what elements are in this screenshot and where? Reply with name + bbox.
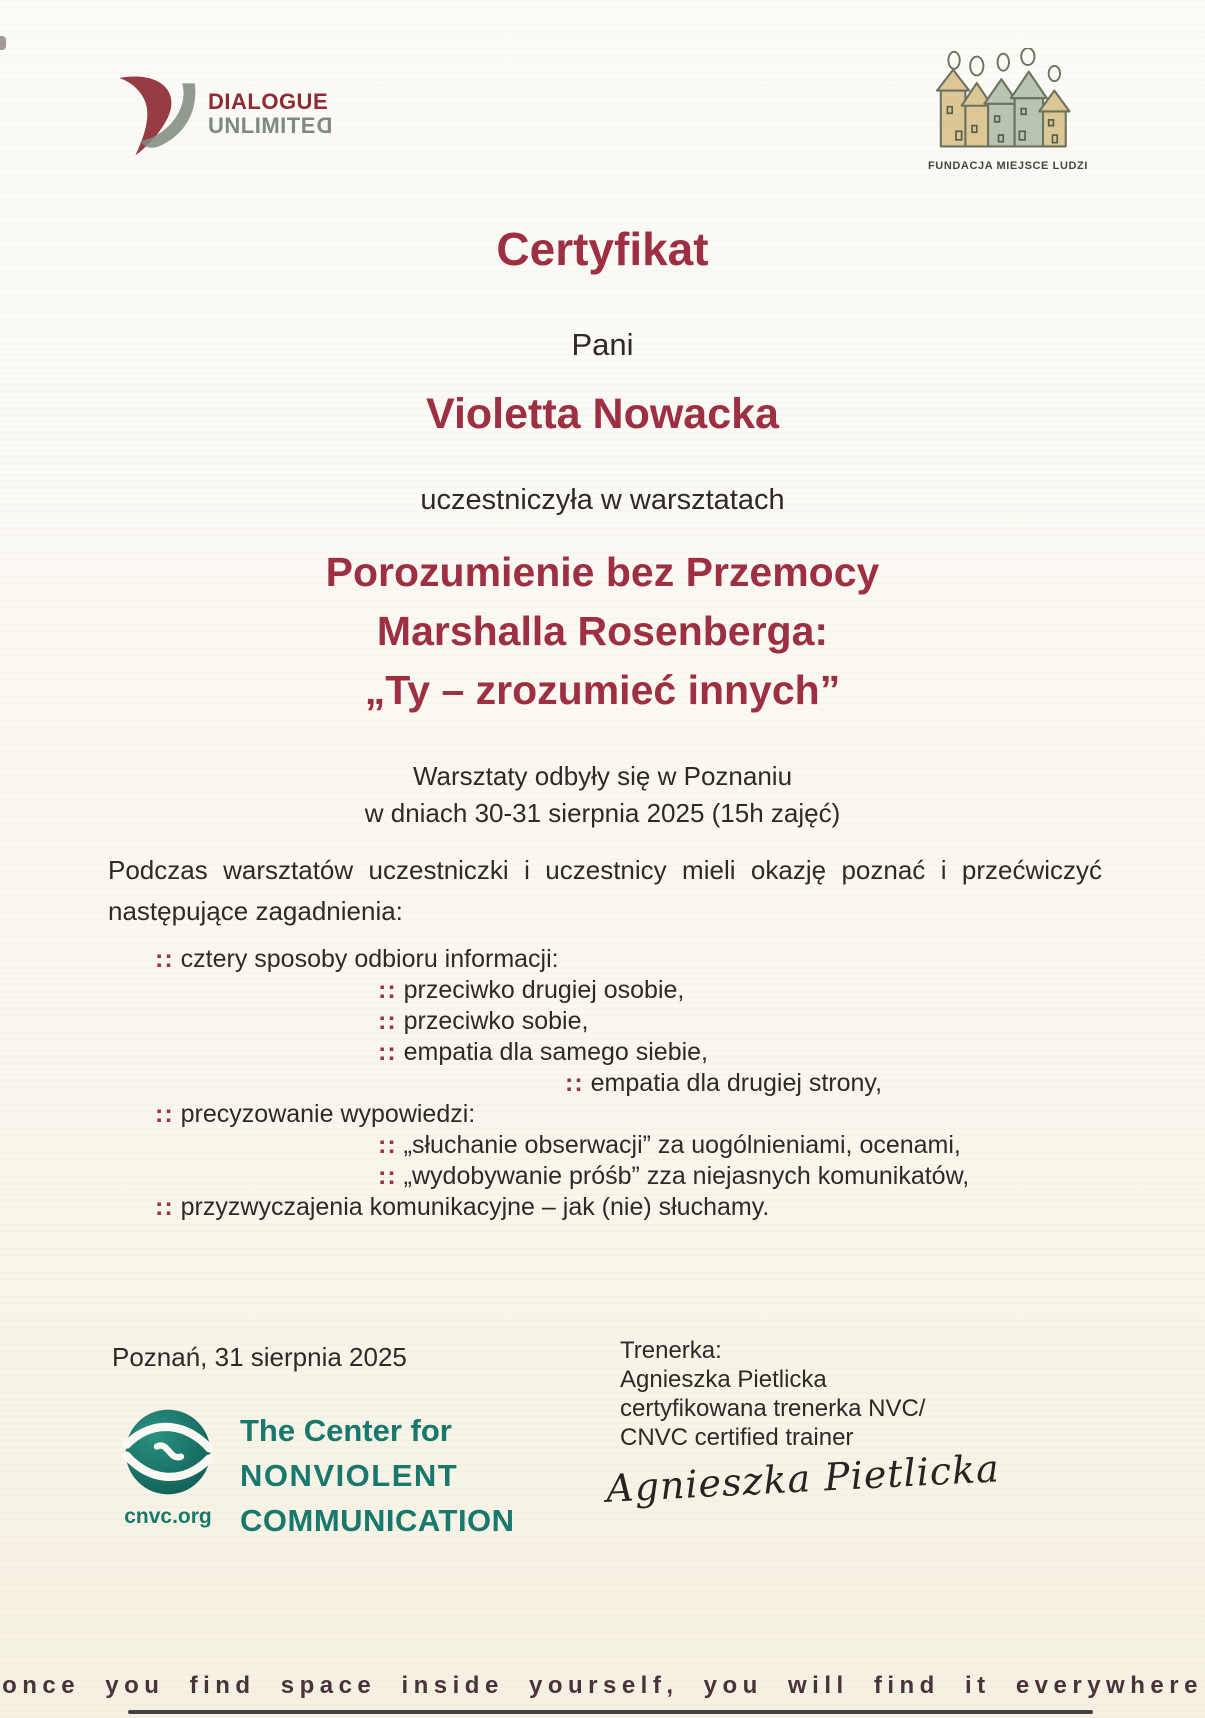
cnvc-logo bbox=[112, 1406, 515, 1543]
list-item bbox=[108, 1006, 1148, 1037]
place-and-date: Poznań, 31 sierpnia 2025 bbox=[112, 1342, 407, 1372]
list-item bbox=[108, 1068, 1148, 1099]
participation-line: uczestniczyła w warsztatach bbox=[420, 484, 785, 516]
scan-edge-line bbox=[128, 1710, 1093, 1714]
trainer-label: Trenerka: bbox=[620, 1337, 722, 1364]
double-colon-bullet-icon: :: bbox=[378, 1131, 397, 1159]
venue-line: Warsztaty odbyły się w Poznaniu bbox=[412, 761, 793, 791]
cnvc-line2: NONVIOLENT bbox=[240, 1458, 459, 1493]
list-item-text: „słuchanie obserwacji” za uogólnieniami, ocenami, bbox=[403, 1131, 961, 1159]
list-item bbox=[108, 1161, 1148, 1192]
double-colon-bullet-icon: :: bbox=[565, 1069, 584, 1097]
double-colon-bullet-icon: :: bbox=[155, 945, 174, 973]
trainer-name: Agnieszka Pietlicka bbox=[620, 1366, 827, 1393]
dialogue-wordmark-line2 bbox=[208, 114, 332, 138]
cnvc-globe-column bbox=[112, 1406, 224, 1529]
list-item-text: przeciwko drugiej osobie, bbox=[403, 976, 685, 1004]
double-colon-bullet-icon: :: bbox=[155, 1193, 174, 1221]
cnvc-globe-icon bbox=[122, 1406, 214, 1498]
workshop-title-line: Marshalla Rosenberga: bbox=[376, 608, 829, 654]
list-item-text: cztery sposoby odbioru informacji: bbox=[180, 945, 559, 973]
list-item bbox=[108, 1192, 1148, 1223]
houses-people-icon bbox=[927, 48, 1089, 154]
venue-block bbox=[0, 758, 1205, 832]
double-colon-bullet-icon: :: bbox=[378, 1038, 397, 1066]
trainer-block bbox=[620, 1336, 925, 1452]
list-item bbox=[108, 1130, 1148, 1161]
list-item-text: przeciwko sobie, bbox=[403, 1007, 589, 1035]
list-item bbox=[108, 944, 1148, 975]
workshop-title-line: „Ty – zrozumieć innych” bbox=[364, 667, 841, 713]
certificate-title: Certyfikat bbox=[496, 223, 709, 275]
double-colon-bullet-icon: :: bbox=[378, 1162, 397, 1190]
dialogue-wordmark-line1: DIALOGUE bbox=[208, 89, 329, 114]
mirrored-d-glyph: D bbox=[315, 112, 333, 138]
cnvc-wordmark bbox=[240, 1406, 515, 1543]
du-monogram-icon bbox=[112, 66, 202, 162]
salutation: Pani bbox=[571, 327, 634, 362]
dialogue-unlimited-logo bbox=[112, 66, 332, 162]
list-item bbox=[108, 1037, 1148, 1068]
list-item-text: precyzowanie wypowiedzi: bbox=[180, 1100, 476, 1128]
unlimited-text: UNLIMITE bbox=[208, 112, 316, 138]
double-colon-bullet-icon: :: bbox=[155, 1100, 174, 1128]
cnvc-url: cnvc.org bbox=[124, 1505, 212, 1528]
trainer-signature: Agnieszka Pietlicka bbox=[605, 1446, 1001, 1511]
double-colon-bullet-icon: :: bbox=[378, 976, 397, 1004]
workshop-title bbox=[0, 543, 1205, 720]
trainer-credential-en: CNVC certified trainer bbox=[620, 1424, 854, 1451]
trainer-credential-pl: certyfikowana trenerka NVC/ bbox=[620, 1395, 926, 1422]
list-item-text: „wydobywanie próśb” zza niejasnych komunikatów, bbox=[403, 1162, 970, 1190]
list-item bbox=[108, 1099, 1148, 1130]
cnvc-line1: The Center for bbox=[240, 1413, 452, 1448]
foundation-caption: FUNDACJA MIEJSCE LUDZI bbox=[927, 160, 1089, 172]
workshop-title-line: Porozumienie bez Przemocy bbox=[325, 549, 880, 595]
dialogue-unlimited-wordmark bbox=[208, 66, 332, 138]
footer-quote: once you find space inside yourself, you will find it everywhere bbox=[2, 1672, 1203, 1699]
list-item-text: przyzwyczajenia komunikacyjne – jak (nie) słuchamy. bbox=[180, 1193, 770, 1221]
cnvc-line3: COMMUNICATION bbox=[240, 1503, 515, 1538]
double-colon-bullet-icon: :: bbox=[378, 1007, 397, 1035]
list-item-text: empatia dla drugiej strony, bbox=[590, 1069, 883, 1097]
recipient-name: Violetta Nowacka bbox=[426, 390, 779, 438]
fundacja-miejsce-ludzi-logo bbox=[908, 48, 1108, 172]
intro-paragraph: Podczas warsztatów uczestniczki i uczestnicy mieli okazję poznać i przećwiczyć następujące zagadnienia: bbox=[108, 855, 1102, 926]
list-item bbox=[108, 975, 1148, 1006]
venue-line: w dniach 30-31 sierpnia 2025 (15h zajęć) bbox=[364, 798, 841, 828]
list-item-text: empatia dla samego siebie, bbox=[403, 1038, 709, 1066]
scan-speck bbox=[0, 36, 6, 50]
topics-list bbox=[108, 944, 1148, 1223]
